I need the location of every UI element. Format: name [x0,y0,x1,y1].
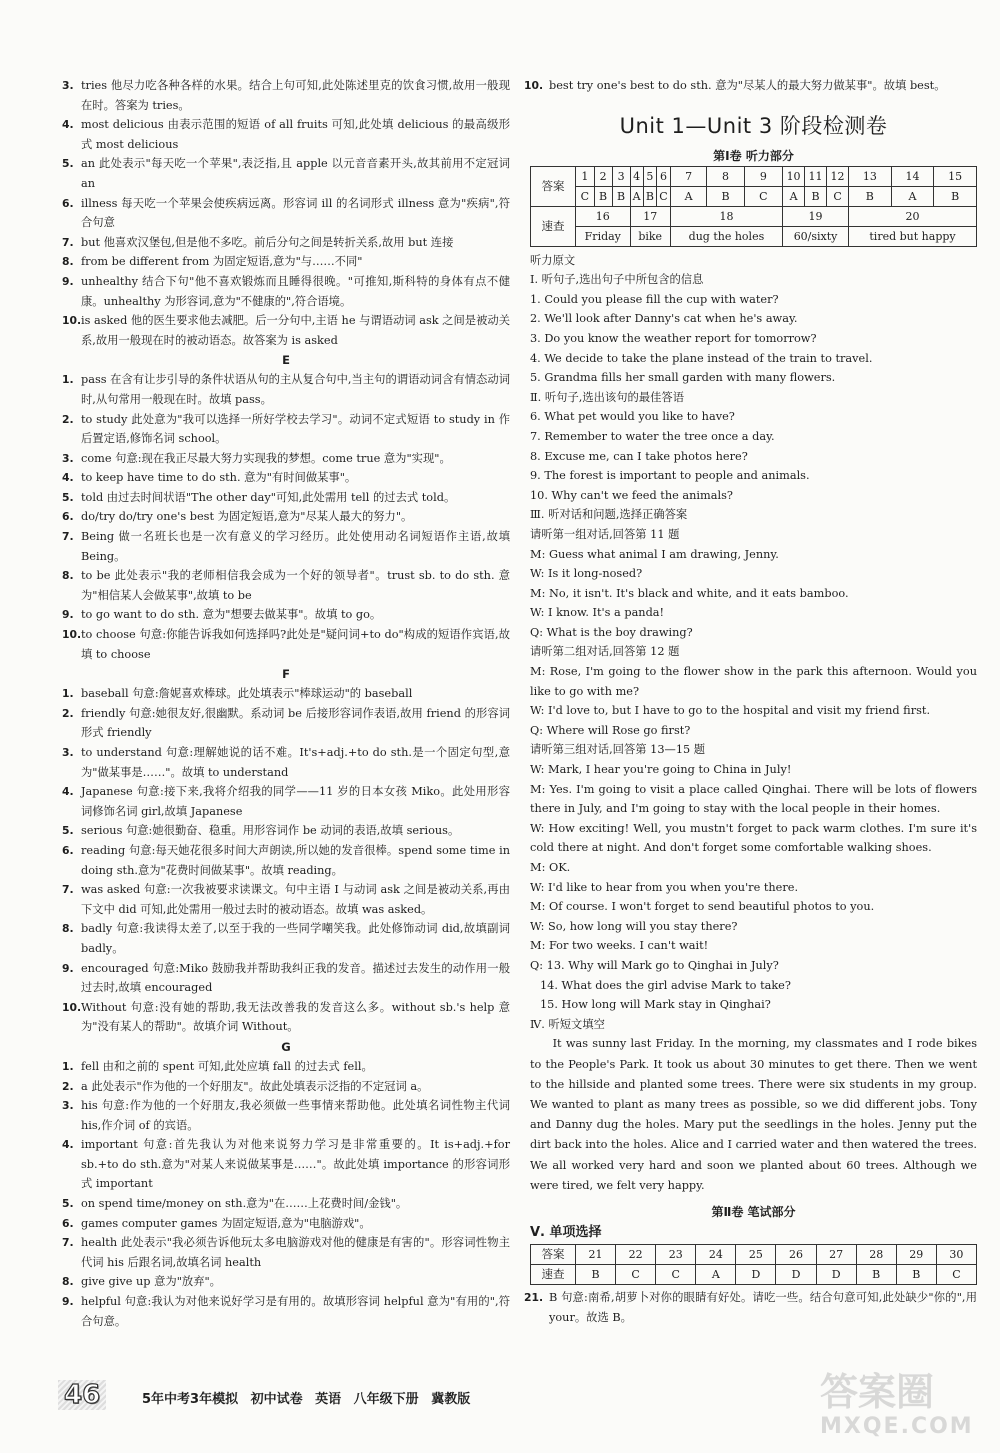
question-number: 24 [696,1244,736,1264]
item-text: helpful 句意:我认为对他来说好学习是有用的。故填形容词 helpful 意为"有用的",符合句意。 [81,1295,510,1328]
item-text: best try one's best to do sth. 意为"尽某人的最大努力做某事"。故填 best。 [549,79,946,92]
item-number: 21. [524,1290,544,1304]
question-number: 29 [896,1244,936,1264]
question-number: 4 [630,166,643,186]
question-number: 23 [656,1244,696,1264]
script-line: 15. How long will Mark stay in Qinghai? [540,998,771,1012]
item-number: 3. [62,451,74,465]
item-number: 10. [62,1000,82,1014]
item-number: 4. [62,118,74,132]
question-number: 27 [816,1244,856,1264]
script-line: 7. Remember to water the tree once a day. [530,429,775,443]
answer-item [62,115,510,154]
item-number: 8. [62,1275,74,1289]
answer-item [62,566,510,605]
script-line: W: I'd like to hear from you when you're there. [530,880,799,894]
choice-answer-table [530,1244,977,1285]
item-number: 10. [62,314,82,328]
script-line: Q: What is the boy drawing? [530,625,693,639]
answer-item [62,311,510,350]
item-number: 2. [62,412,74,426]
item-number: 1. [62,687,74,701]
script-line: 1. Could you please fill the cup with water? [530,292,779,306]
answer-item [62,1272,510,1292]
script-line: 4. We decide to take the plane instead of the train to travel. [530,351,873,365]
answer-cell: C [936,1264,976,1284]
answer-cell: 60/sixty [783,226,849,246]
item-text: health 此处表示"我必须告诉他玩太多电脑游戏对他的健康是有害的"。形容词性物主代词 his 后跟名词,故填名词 health [81,1236,510,1269]
answer-item [62,743,510,782]
page-number: 46 [58,1380,106,1410]
script-line: 听力原文 [530,253,576,267]
answer-item [62,468,510,488]
item-number: 4. [62,471,74,485]
item-number: 2. [62,1079,74,1093]
answer-list-d [62,76,510,350]
item-text: an 此处表示"每天吃一个苹果",表泛指,且 apple 以元音音素开头,故其前用不定冠词 an [81,157,510,190]
item-number: 3. [62,1099,74,1113]
answer-cell: B [934,186,977,206]
item-text: but 他喜欢汉堡包,但是他不多吃。前后分句之间是转折关系,故用 but 连接 [81,235,454,249]
watermark-text: 答案圈 [820,1370,935,1414]
answer-item [524,1288,977,1327]
script-line: Ⅰ. 听句子,选出句子中所包含的信息 [530,273,704,287]
answer-item [62,154,510,193]
answer-item [62,527,510,566]
item-text: to be 此处表示"我的老师相信我会成为一个好的领导者"。trust sb. to do sth. 意为"相信某人会做某事",故填 to be [81,569,510,602]
page-footer [58,1380,618,1416]
question-number: 8 [707,166,744,186]
item-number: 8. [62,922,74,936]
script-line: Ⅲ. 听对话和问题,选择正确答案 [530,508,688,522]
item-text: fell 由和之前的 spent 可知,此处应填 fall 的过去式 fell。 [81,1059,373,1073]
item-text: Without 句意:没有她的帮助,我无法改善我的发音这么多。without sb.'s help 意为"没有某人的帮助"。故填介词 Without。 [81,1000,510,1034]
answer-item [62,841,510,880]
book-title: 5年中考3年模拟 初中试卷 英语 八年级下册 冀教版 [142,1392,471,1407]
item-text: baseball 句意:詹妮喜欢棒球。此处填表示"棒球运动"的 baseball [81,687,413,701]
right-column [524,76,977,1327]
question-number: 21 [576,1244,616,1264]
answer-cell: A [670,186,707,206]
answer-list-e [62,370,510,664]
script-line: Ⅳ. 听短文填空 [530,1017,605,1031]
watermark-logo [820,1370,990,1450]
answer-item [62,233,510,253]
answer-cell: C [616,1264,656,1284]
answer-item [62,998,510,1037]
single-choice-heading: Ⅴ. 单项选择 [530,1224,602,1240]
check-label: 速查 [531,1264,576,1284]
item-number: 5. [62,157,74,171]
script-line: W: Mark, I hear you're going to China in July! [530,763,792,777]
script-line: M: Yes. I'm going to visit a place called Qinghai. There will be lots of flowers there in July, and I'm going to stay with the local people in their homes. [530,782,977,816]
item-text: B 句意:南希,胡萝卜对你的眼睛有好处。请吃一些。结合句意可知,此处缺少"你的",用 your。故选 B。 [549,1290,977,1324]
answer-cell: C [576,186,595,206]
item-text: to go want to do sth. 意为"想要去做某事"。故填 to go。 [81,608,382,622]
answer-item [62,919,510,958]
answer-cell: B [707,186,744,206]
item-number: 6. [62,843,74,857]
answer-item [62,370,510,409]
answer-item [62,194,510,233]
unit-title: Unit 1—Unit 3 阶段检测卷 [619,113,888,138]
watermark-url: MXQE.COM [820,1414,974,1439]
answer-item [62,959,510,998]
item-text: told 由过去时间状语"The other day"可知,此处需用 tell 的过去式 told。 [81,490,456,504]
item-number: 6. [62,1216,74,1230]
question-number: 28 [856,1244,896,1264]
script-line: 请听第一组对话,回答第 11 题 [530,527,680,541]
question-number: 9 [744,166,783,186]
item-text: from be different from 为固定短语,意为"与……不同" [81,255,363,269]
script-line: M: For two weeks. I can't wait! [530,939,709,953]
script-line: 6. What pet would you like to have? [530,410,735,424]
item-text: important 句意:首先我认为对他来说努力学习是非常重要的。It is+adj.+for sb.+to do sth.意为"对某人来说做某事是……"。故此处填 importance 的形容词形式 important [81,1138,510,1191]
answer-cell: B [643,186,656,206]
answer-item [62,252,510,272]
question-number: 10 [783,166,805,186]
answer-item [62,1096,510,1135]
answer-cell: A [783,186,805,206]
answer-item [62,1214,510,1234]
question-number: 11 [805,166,827,186]
written-part-heading: 第Ⅱ卷 笔试部分 [711,1204,796,1219]
item-number: 4. [62,1138,74,1152]
answer-item [62,272,510,311]
script-line: M: Rose, I'm going to the flower show in the park this afternoon. Would you like to go with me? [530,665,977,698]
answer-item [62,488,510,508]
question-number: 12 [827,166,849,186]
item-number: 6. [62,510,74,524]
question-number: 26 [776,1244,816,1264]
item-text: on spend time/money on sth.意为"在……上花费时间/金钱"。 [81,1197,408,1211]
section-e-heading: E [282,353,290,368]
item-text: to understand 句意:理解她说的话不难。It's+adj.+to do sth.是一个固定句型,意为"做某事是……"。故填 to understand [81,746,510,779]
item-number: 5. [62,1197,74,1211]
script-line: 5. Grandma fills her small garden with many flowers. [530,371,836,385]
item-number: 7. [62,883,74,897]
script-line: M: OK. [530,861,571,874]
item-text: to keep have time to do sth. 意为"有时间做某事"。 [81,471,357,485]
answer-item [62,605,510,625]
listening-script [530,251,977,1035]
item-number: 8. [62,569,74,583]
question-number: 15 [934,166,977,186]
script-line: W: I'd love to, but I have to go to the hospital and visit my friend first. [530,704,931,718]
item-number: 5. [62,824,74,838]
item-text: reading 句意:每天她花很多时间大声朗读,所以她的发音很棒。spend some time in doing sth.意为"花费时间做某事"。故填 reading。 [81,843,510,877]
script-line: M: Of course. I won't forget to send beautiful photos to you. [530,900,875,914]
script-line: 8. Excuse me, can I take photos here? [530,449,748,463]
script-line: 请听第三组对话,回答第 13—15 题 [530,743,706,757]
answer-item [62,1292,510,1331]
question-number: 22 [616,1244,656,1264]
item-text: most delicious 由表示范围的短语 of all fruits 可知,此处填 delicious 的最高级形式 most delicious [81,118,510,151]
script-line: Ⅱ. 听句子,选出该句的最佳答语 [530,390,685,404]
answer-item [62,1135,510,1194]
answer-cell: D [816,1264,856,1284]
question-number: 25 [736,1244,776,1264]
answer-item [62,1233,510,1272]
item-text: games computer games 为固定短语,意为"电脑游戏"。 [81,1216,371,1230]
answer-cell: A [696,1264,736,1284]
listening-answer-table [530,166,977,247]
script-line: 14. What does the girl advise Mark to take? [540,978,791,992]
answer-item [62,507,510,527]
question-number: 3 [612,166,630,186]
question-number: 1 [576,166,595,186]
script-line: 10. Why can't we feed the animals? [530,488,733,502]
question-number: 30 [936,1244,976,1264]
answer-cell: B [856,1264,896,1284]
item-number: 10. [524,79,544,92]
listening-passage: It was sunny last Friday. In the morning, my classmates and I rode bikes to the People's Park. It took us about 30 minutes to get there. Then we went to the hillside and planted some trees. There were six students in my group. We wanted to plant as many trees as possible, so we did different jobs. Tony and Danny dug the holes. Mary put the seedlings in the holes. Jenny put the dirt back into the holes. Alice and I carried water and then watered the trees. We all worked very hard and soon we planted about 60 trees. Although we were tired, we felt very happy. [530,1037,977,1192]
question-number: 5 [643,166,656,186]
item-number: 3. [62,79,74,92]
item-number: 9. [62,608,74,622]
item-text: do/try do/try one's best 为固定短语,意为"尽某人最大的努力"。 [81,510,413,524]
item-text: tries 他尽力吃各种各样的水果。结合上句可知,此处陈述里克的饮食习惯,故用一般现在时。答案为 tries。 [81,79,510,112]
answer-cell: C [656,1264,696,1284]
answer-item [62,625,510,664]
script-line: 3. Do you know the weather report for tomorrow? [530,331,817,345]
script-line: W: I know. It's a panda! [530,606,665,620]
answer-list-g [62,1057,510,1331]
item-number: 9. [62,1295,74,1309]
question-number: 13 [849,166,892,186]
question-number: 18 [670,206,782,226]
item-number: 1. [62,1059,74,1073]
question-number: 7 [670,166,707,186]
answer-cell: C [657,186,671,206]
question-number: 19 [783,206,849,226]
item-number: 9. [62,961,74,975]
answer-item [62,410,510,449]
answer-item [62,1077,510,1097]
script-line: 2. We'll look after Danny's cat when he's away. [530,312,798,326]
answer-item [524,76,977,96]
check-label: 速查 [531,206,576,246]
answer-cell: B [896,1264,936,1284]
answer-cell: A [630,186,643,206]
item-text: Japanese 句意:接下来,我将介绍我的同学——11 岁的日本女孩 Miko。此处用形容词修饰名词 girl,故填 Japanese [81,785,510,818]
answer-item [62,449,510,469]
script-line: 9. The forest is important to people and animals. [530,469,810,483]
item-text: a 此处表示"作为他的一个好朋友"。故此处填表示泛指的不定冠词 a。 [81,1079,429,1093]
script-line: M: Guess what animal I am drawing, Jenny. [530,547,779,561]
item-number: 10. [62,628,82,642]
item-text: illness 每天吃一个苹果会使疾病远离。形容词 ill 的名词形式 illness 意为"疾病",符合句意 [81,196,510,230]
listening-part-heading: 第Ⅰ卷 听力部分 [713,148,794,163]
section-f-heading: F [282,667,290,682]
answer-item [62,1057,510,1077]
answer-cell: D [776,1264,816,1284]
item-text: to study 此处意为"我可以选择一所好学校去学习"。动词不定式短语 to study in 作后置定语,修饰名词 school。 [81,412,510,446]
item-text: his 句意:作为他的一个好朋友,我必须做一些事情来帮助他。此处填名词性物主代词 his,作介词 of 的宾语。 [81,1099,510,1132]
item-text: Being 做一名班长也是一次有意义的学习经历。此处使用动名词短语作主语,故填 Being。 [81,530,510,563]
answer-cell: Friday [576,226,631,246]
answer-item [62,880,510,919]
question-number: 17 [630,206,670,226]
answer-cell: bike [630,226,670,246]
item-text: is asked 他的医生要求他去减肥。后一分句中,主语 he 与谓语动词 ask 之间是被动关系,故用一般现在时的被动语态。故答案为 is asked [81,314,510,347]
item-number: 7. [62,1236,74,1250]
item-number: 6. [62,196,74,210]
item-text: was asked 句意:一次我被要求读课文。句中主语 I 与动词 ask 之间是被动关系,再由下文中 did 可知,此处需用一般过去时的被动语态。故填 was asked。 [81,883,510,916]
item-number: 3. [62,746,74,759]
answer-label: 答案 [531,166,576,206]
answer-item [62,684,510,704]
item-number: 1. [62,373,74,387]
item-number: 7. [62,235,74,249]
answer-cell: tired but happy [849,226,977,246]
answer-cell: C [827,186,849,206]
question-number: 6 [657,166,671,186]
item-number: 7. [62,530,74,544]
answer-cell: B [612,186,630,206]
item-number: 2. [62,706,74,720]
answer-item [62,782,510,821]
question-number: 16 [576,206,631,226]
answer-item [62,76,510,115]
item-text: come 句意:现在我正尽最大努力实现我的梦想。come true 意为"实现"。 [81,451,451,465]
answer-list-f [62,684,510,1037]
answer-cell: B [594,186,612,206]
item-text: pass 在含有让步引导的条件状语从句的主从复合句中,当主句的谓语动词含有情态动词时,从句常用一般现在时。故填 pass。 [81,373,510,406]
answer-item [62,821,510,841]
answer-label: 答案 [531,1244,576,1264]
question-number: 14 [891,166,934,186]
answer-item [62,704,510,743]
script-line: W: Is it long-nosed? [530,567,643,581]
question-number: 2 [594,166,612,186]
answer-cell: B [805,186,827,206]
script-line: Q: 13. Why will Mark go to Qinghai in July? [530,958,779,972]
left-column [62,76,510,1331]
answer-item [62,1194,510,1214]
question-number: 20 [849,206,977,226]
section-g-heading: G [281,1039,291,1054]
item-text: friendly 句意:她很友好,很幽默。系动词 be 后接形容词作表语,故用 friend 的形容词形式 friendly [81,706,510,740]
answer-cell: A [891,186,934,206]
script-line: M: No, it isn't. It's black and white, and it eats bamboo. [530,586,849,600]
item-number: 4. [62,785,74,799]
item-number: 5. [62,490,74,504]
answer-cell: C [744,186,783,206]
script-line: Q: Where will Rose go first? [530,723,691,737]
item-text: encouraged 句意:Miko 鼓励我并帮助我纠正我的发音。描述过去发生的动作用一般过去时,故填 encouraged [81,961,510,995]
script-line: W: How exciting! Well, you mustn't forget to pack warm clothes. I'm sure it's cold there at night. And don't forget some comfortable walking shoes. [530,821,977,855]
item-number: 8. [62,255,74,269]
script-line: W: So, how long will you stay there? [530,919,738,933]
item-number: 9. [62,274,74,288]
answer-cell: D [736,1264,776,1284]
answer-cell: B [849,186,892,206]
script-line: 请听第二组对话,回答第 12 题 [530,645,680,659]
item-text: serious 句意:她很勤奋、稳重。用形容词作 be 动词的表语,故填 serious。 [81,824,460,838]
item-text: unhealthy 结合下句"他不喜欢锻炼而且睡得很晚。"可推知,斯科特的身体有点不健康。unhealthy 为形容词,意为"不健康的",符合语境。 [81,274,510,308]
item-text: to choose 句意:你能告诉我如何选择吗?此处是"疑问词+to do"构成的短语作宾语,故填 to choose [81,628,510,661]
item-text: give give up 意为"放弃"。 [81,1275,221,1289]
answer-cell: B [576,1264,616,1284]
answer-cell: dug the holes [670,226,782,246]
item-text: badly 句意:我读得太差了,以至于我的一些同学嘲笑我。此处修饰动词 did,故填副词 badly。 [81,922,510,955]
